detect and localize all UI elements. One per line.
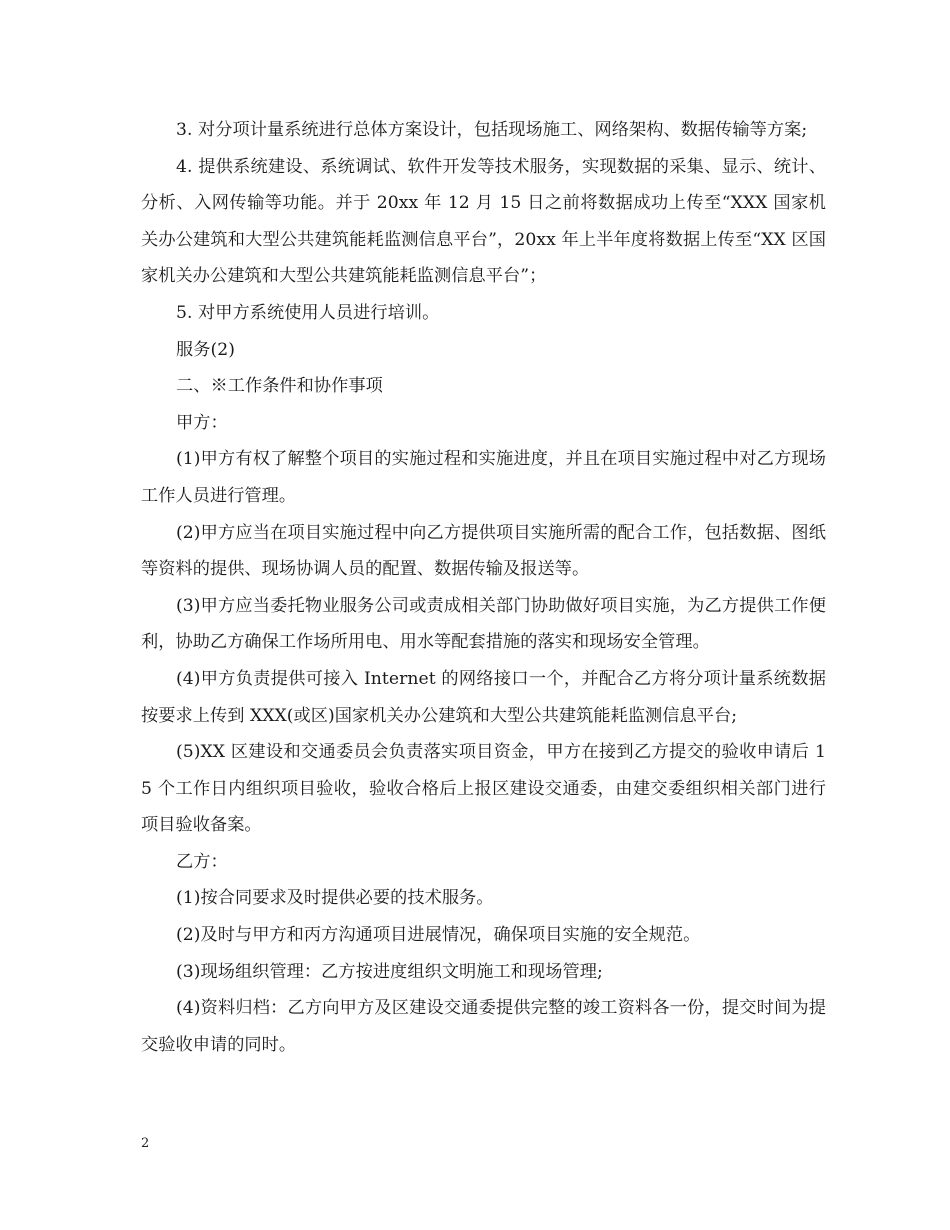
party-a-clause-4: (4)甲方负责提供可接入 Internet 的网络接口一个，并配合乙方将分项计量系统数据按要求上传到 XXX(或区)国家机关办公建筑和大型公共建筑能耗监测信息平台; — [141, 668, 826, 726]
party-b-clause-1: (1)按合同要求及时提供必要的技术服务。 — [176, 888, 494, 909]
paragraph-item-5: 5. 对甲方系统使用人员进行培训。 — [176, 302, 440, 323]
party-b-clause-3: (3)现场组织管理：乙方按进度组织文明施工和现场管理; — [176, 961, 603, 982]
service-heading: 服务(2) — [176, 339, 235, 360]
party-a-clause-3: (3)甲方应当委托物业服务公司或责成相关部门协助做好项目实施，为乙方提供工作便利，协助乙方确保工作场所用电、用水等配套措施的落实和现场安全管理。 — [141, 595, 826, 653]
party-a-heading: 甲方： — [176, 412, 228, 433]
party-b-clause-4: (4)资料归档：乙方向甲方及区建设交通委提供完整的竣工资料各一份，提交时间为提交验收申请的同时。 — [141, 998, 826, 1055]
party-a-clause-2: (2)甲方应当在项目实施过程中向乙方提供项目实施所需的配合工作，包括数据、图纸等资料的提供、现场协调人员的配置、数据传输及报送等。 — [141, 522, 826, 580]
page-number: 2 — [141, 1136, 150, 1151]
section-heading-work-conditions: 二、※工作条件和协作事项 — [176, 376, 383, 397]
party-b-clause-2: (2)及时与甲方和丙方沟通项目进展情况，确保项目实施的安全规范。 — [176, 925, 701, 946]
party-a-clause-5: (5)XX 区建设和交通委员会负责落实项目资金，甲方在接到乙方提交的验收申请后 15 个工作日内组织项目验收，验收合格后上报区建设交通委，由建交委组织相关部门进行项目验收备案。 — [141, 742, 826, 836]
party-b-heading: 乙方： — [176, 851, 228, 872]
paragraph-item-3: 3. 对分项计量系统进行总体方案设计，包括现场施工、网络架构、数据传输等方案; — [176, 120, 808, 140]
document-body — [141, 112, 826, 1063]
party-a-clause-1: (1)甲方有权了解整个项目的实施过程和实施进度，并且在项目实施过程中对乙方现场工作人员进行管理。 — [141, 449, 826, 506]
paragraph-item-4: 4. 提供系统建设、系统调试、软件开发等技术服务，实现数据的采集、显示、统计、分析、入网传输等功能。并于 20xx 年 12 月 15 日之前将数据成功上传至“XXX 国家机关办公建筑和大型公共建筑能耗监测信息平台”，20xx 年上半年度将数据上传至“XX 区国家机关办公建筑和大型公共建筑能耗监测信息平台”； — [141, 156, 826, 287]
